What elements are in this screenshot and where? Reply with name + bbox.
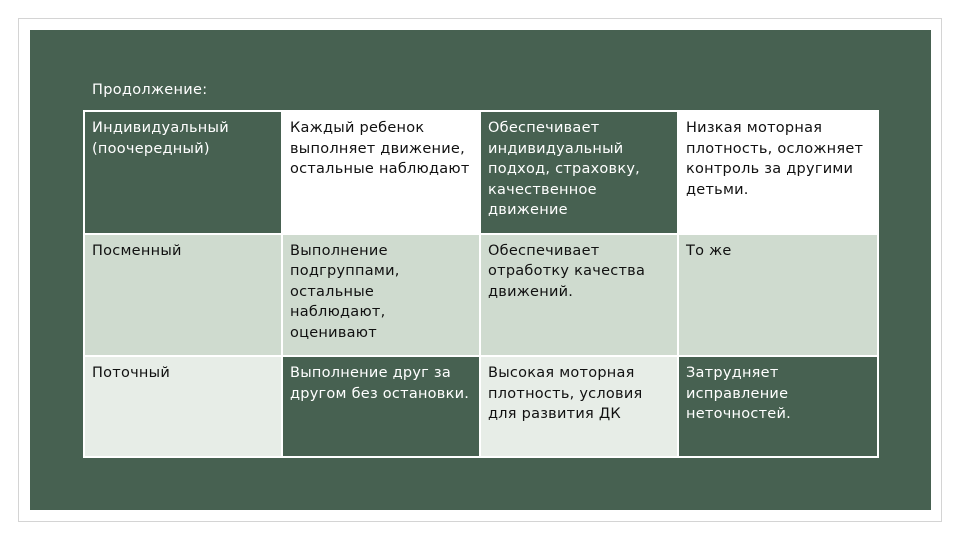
methods-table [83, 110, 879, 458]
table-cell: Низкая моторная плотность, осложняет контроль за другими детьми. [678, 111, 878, 234]
table-cell: Выполнение подгруппами, остальные наблюдают, оценивают [282, 234, 480, 357]
table-cell: Поточный [84, 356, 282, 457]
table-cell: Каждый ребенок выполняет движение, остальные наблюдают [282, 111, 480, 234]
table-cell: Выполнение друг за другом без остановки. [282, 356, 480, 457]
table-cell: Высокая моторная плотность, условия для развития ДК [480, 356, 678, 457]
table-cell: Затрудняет исправление неточностей. [678, 356, 878, 457]
table-cell: Посменный [84, 234, 282, 357]
table-row [84, 111, 878, 234]
table-cell: Индивидуальный (поочередный) [84, 111, 282, 234]
table-row [84, 356, 878, 457]
table-row [84, 234, 878, 357]
table-cell: То же [678, 234, 878, 357]
slide-title: Продолжение: [92, 82, 208, 98]
slide [30, 30, 931, 510]
table-cell: Обеспечивает индивидуальный подход, страховку, качественное движение [480, 111, 678, 234]
table-cell: Обеспечивает отработку качества движений. [480, 234, 678, 357]
